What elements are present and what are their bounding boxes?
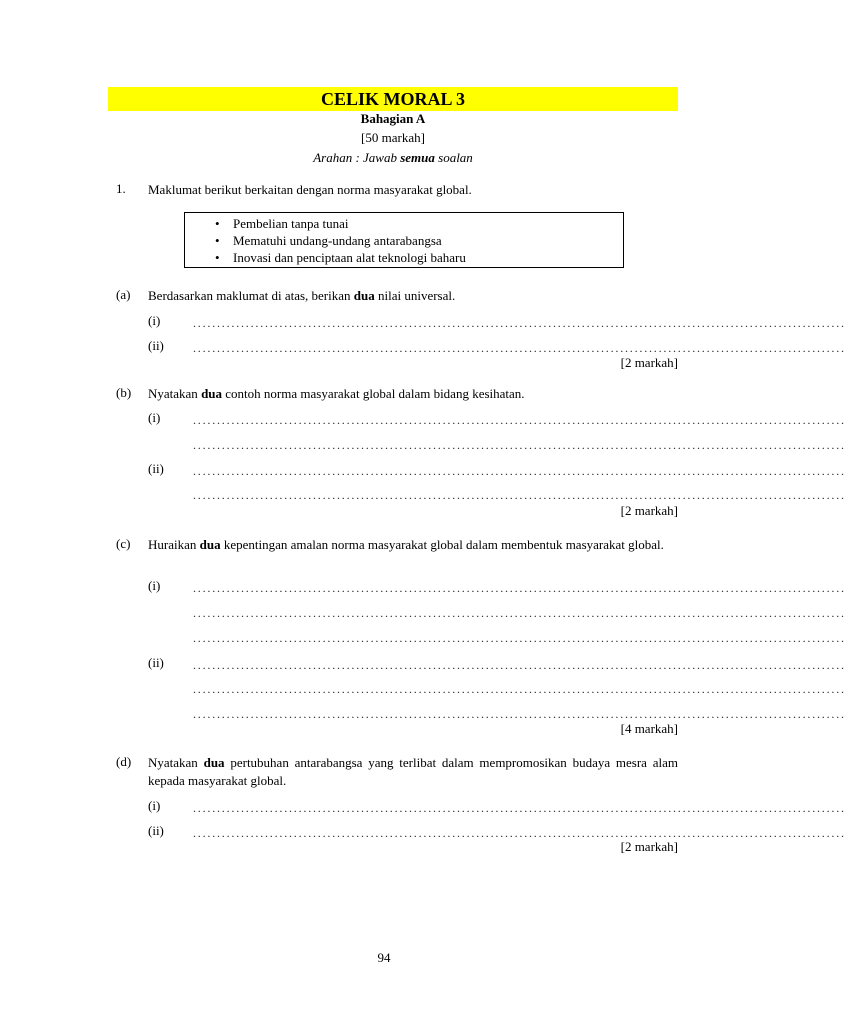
subpart-label: (ii) bbox=[148, 461, 164, 476]
section-heading: Bahagian A bbox=[360, 111, 426, 126]
answer-line[interactable]: ........................................................................................................................................ bbox=[193, 413, 846, 427]
answer-line[interactable]: ........................................................................................................................................ bbox=[193, 464, 846, 478]
answer-line[interactable]: ........................................................................................................................................ bbox=[193, 631, 846, 645]
answer-line[interactable]: ........................................................................................................................................ bbox=[193, 341, 846, 355]
answer-line[interactable]: ........................................................................................................................................ bbox=[193, 682, 846, 696]
page-title: CELIK MORAL 3 bbox=[108, 87, 678, 111]
answer-line[interactable]: ........................................................................................................................................ bbox=[193, 801, 846, 815]
part-a-label: (a) bbox=[116, 287, 131, 302]
info-list bbox=[185, 213, 623, 266]
question-stem: Maklumat berikut berkaitan dengan norma masyarakat global. bbox=[148, 182, 472, 197]
answer-line[interactable]: ........................................................................................................................................ bbox=[193, 581, 846, 595]
marks-label: [2 markah] bbox=[620, 503, 678, 518]
answer-line[interactable]: ........................................................................................................................................ bbox=[193, 707, 846, 721]
answer-line[interactable]: ........................................................................................................................................ bbox=[193, 438, 846, 452]
page-number: 94 bbox=[377, 950, 391, 965]
part-b-label: (b) bbox=[116, 385, 132, 400]
subpart-label: (ii) bbox=[148, 823, 164, 838]
info-box bbox=[184, 212, 624, 268]
answer-line[interactable]: ........................................................................................................................................ bbox=[193, 606, 846, 620]
subpart-label: (i) bbox=[148, 578, 161, 593]
answer-line[interactable]: ........................................................................................................................................ bbox=[193, 826, 846, 840]
instruction: Arahan : Jawab semua soalan bbox=[313, 150, 473, 165]
part-b-question: Nyatakan dua contoh norma masyarakat global dalam bidang kesihatan. bbox=[148, 386, 525, 401]
part-a-question: Berdasarkan maklumat di atas, berikan dua nilai universal. bbox=[148, 288, 456, 303]
section-marks: [50 markah] bbox=[361, 130, 425, 145]
marks-label: [2 markah] bbox=[620, 839, 678, 854]
subpart-label: (ii) bbox=[148, 655, 164, 670]
list-item: • Inovasi dan penciptaan alat teknologi baharu bbox=[215, 249, 623, 266]
list-item: • Pembelian tanpa tunai bbox=[215, 215, 623, 232]
answer-line[interactable]: ........................................................................................................................................ bbox=[193, 488, 846, 502]
subpart-label: (i) bbox=[148, 798, 161, 813]
marks-label: [2 markah] bbox=[620, 355, 678, 370]
subpart-label: (i) bbox=[148, 410, 161, 425]
part-c-question: Huraikan dua kepentingan amalan norma masyarakat global dalam membentuk masyarakat global. bbox=[148, 537, 664, 552]
subpart-label: (ii) bbox=[148, 338, 164, 353]
answer-line[interactable]: ........................................................................................................................................ bbox=[193, 658, 846, 672]
subpart-label: (i) bbox=[148, 313, 161, 328]
part-d-question: Nyatakan dua pertubuhan antarabangsa yang terlibat dalam mempromosikan budaya mesra alam kepada masyarakat global. bbox=[148, 755, 678, 788]
part-d-label: (d) bbox=[116, 754, 132, 769]
list-item: • Mematuhi undang-undang antarabangsa bbox=[215, 232, 623, 249]
answer-line[interactable]: ........................................................................................................................................ bbox=[193, 316, 846, 330]
part-c-label: (c) bbox=[116, 536, 131, 551]
marks-label: [4 markah] bbox=[620, 721, 678, 736]
question-number: 1. bbox=[116, 181, 126, 196]
